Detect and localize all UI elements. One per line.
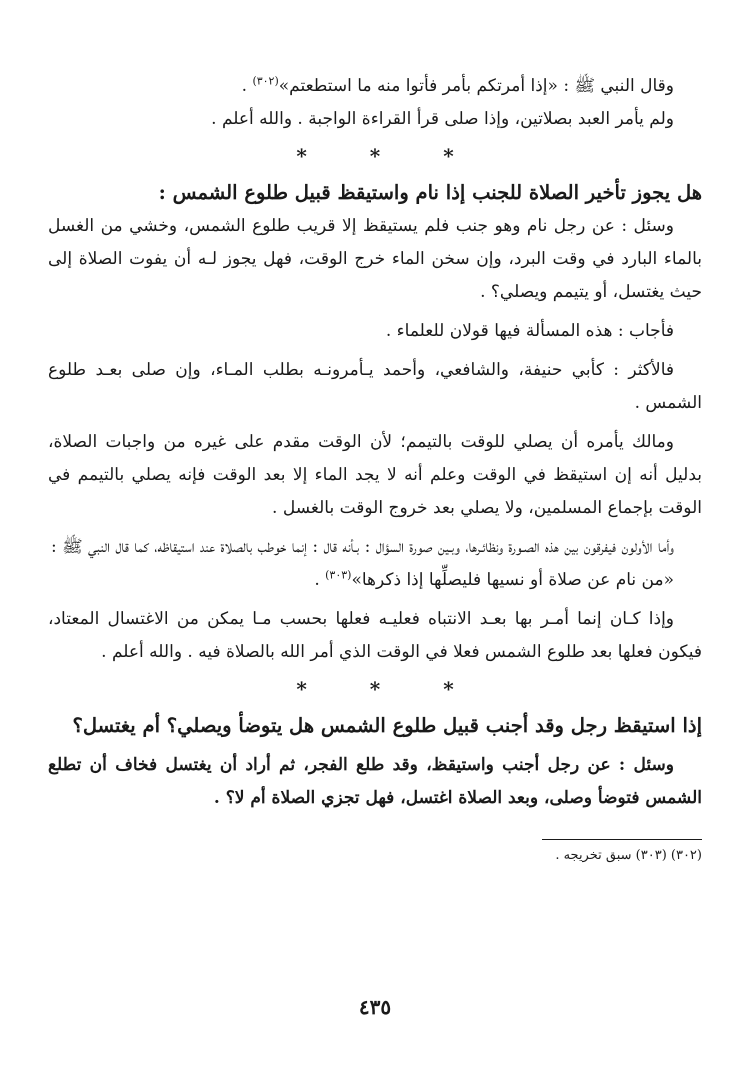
question-1: وسئل : عن رجل نام وهو جنب فلم يستيقظ إلا قريب طلوع الشمس، وخشي من الغسل بالماء البارد في وقت البرد، وإن سخن الماء خرج الوقت، فهل يجوز لـه أن يفوت الصلاة إلى حيث يغتسل، أو يتيمم ويصلي؟ . (48, 216, 702, 302)
footnote: (٣٠٢) (٣٠٣) سبق تخريجه . (555, 848, 702, 863)
section-heading-2: إذا استيقظ رجل وقد أجنب قبيل طلوع الشمس هل يتوضأ ويصلي؟ أم يغتسل؟ (72, 714, 702, 737)
footnote-ref-303[interactable]: (٣٠٣) (325, 568, 352, 582)
answer-first-group: وأما الأولون فيفرقون بين هذه الصـورة ونظائـرها، وبـين صورة السؤال : بـأنه قال : إنما خوطب بالصلاة عند استيقاظه، كما قال النبي ﷺ : (50, 537, 674, 557)
answer-conclusion: وإذا كـان إنما أمـر بها بعـد الانتباه فعليـه فعلها بحسب مـا يمكن من الاغتسال المعتاد، فيكون فعلها بعد طلوع الشمس فعلا في الوقت الذي أمر الله بالصلاة فيه . والله أعلم . (48, 609, 702, 662)
hadith-quote: «من نام عن صلاة أو نسيها فليصلِّها إذا ذكرها»$^{(٣٠٣)}$ . (314, 568, 674, 590)
question-2: وسئل : عن رجل أجنب واستيقظ، وقد طلع الفجر، ثم أراد أن يغتسل فخاف أن تطلع الشمس فتوضأ وصلى، وبعد الصلاة اغتسل، فهل تجزي الصلاة أم لا؟ . (48, 755, 702, 808)
section-heading-1: هل يجوز تأخير الصلاة للجنب إذا نام واستيقظ قبيل طلوع الشمس : (158, 181, 702, 204)
answer-intro: فأجاب : هذه المسألة فيها قولان للعلماء . (385, 321, 674, 341)
section-separator: * * * (296, 144, 482, 168)
answer-majority: فالأكثر : كأبي حنيفة، والشافعي، وأحمد يـأمرونـه بطلب المـاء، وإن صلى بعـد طلوع الشمس . (48, 360, 702, 413)
section-separator-2: * * * (296, 677, 482, 701)
paragraph-conclusion: ولم يأمر العبد بصلاتين، وإذا صلى قرأ القراءة الواجبة . والله أعلم . (211, 109, 674, 129)
page-number: ٤٣٥ (358, 995, 392, 1019)
footnote-ref-302[interactable]: (٣٠٢) (252, 74, 279, 88)
paragraph-hadith-command: وقال النبي ﷺ : «إذا أمرتكم بأمر فأتوا منه ما استطعتم»$^{(٣٠٢)}$ . (241, 74, 674, 96)
answer-malik: ومالك يأمره أن يصلي للوقت بالتيمم؛ لأن الوقت مقدم على غيره من واجبات الصلاة، بدليل أنه إن استيقظ في الوقت وعلم أنه لا يجد الماء إلا بعد الوقت فإنه يصلي بالتيمم في الوقت بإجماع المسلمين، ولا يصلي بعد خروج الوقت بالغسل . (48, 432, 702, 518)
footnote-divider (542, 839, 702, 840)
